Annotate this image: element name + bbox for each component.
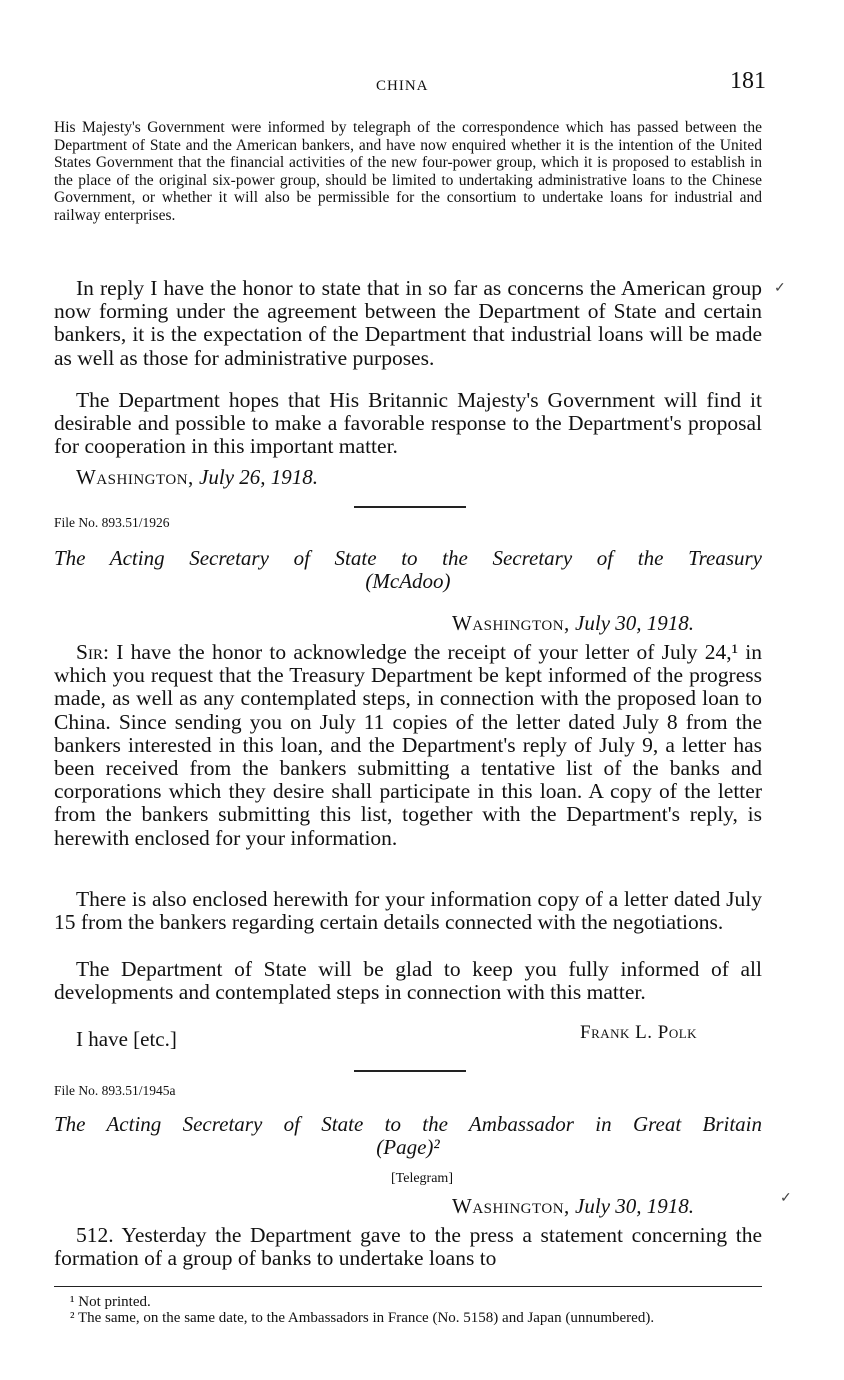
heading-recipient: (Page)² [376, 1135, 440, 1159]
hope-paragraph: The Department hopes that His Britannic Majesty's Government will find it desirable and possible to make a favorable response to the Department's proposal for cooperation in this important matter. [54, 388, 762, 459]
heading-line: The Acting Secretary of State to the Ambassador in Great Britain [54, 1112, 762, 1136]
check-mark-icon: ✓ [780, 1191, 792, 1206]
dateline-3 [452, 1194, 694, 1219]
heading-line: The Acting Secretary of State to the Secretary of the Treasury [54, 546, 762, 570]
signature: Frank L. Polk [580, 1022, 698, 1043]
telegram-label: [Telegram] [391, 1171, 453, 1186]
dateline-place: Washington, [76, 465, 194, 489]
file-number: File No. 893.51/1945a [54, 1083, 176, 1098]
footnote: ¹ Not printed. [70, 1294, 151, 1310]
running-title: CHINA [376, 78, 429, 94]
letter-text: I have the honor to acknowledge the receipt of your letter of July 24,¹ in which you request that the Treasury Department be kept informed of the progress made, as well as any contemplated steps, in connection with the proposed loan to China. Since sending you on July 11 copies of the letter dated July 8 from the bankers interested in this loan, and the Department's reply of July 9, a letter has been received from the bankers submitting a tentative list of the banks and corporations which they desire shall participate in this loan. A copy of the letter from the bankers submitting this list, together with the Department's reply, is herewith enclosed for your information. [54, 640, 762, 850]
closing: I have [etc.] [76, 1027, 177, 1051]
dateline-place: Washington, [452, 1194, 570, 1218]
page-number: 181 [730, 68, 766, 94]
letter-paragraph: There is also enclosed herewith for your information copy of a letter dated July 15 from the bankers regarding certain details connected with the negotiations. [54, 887, 762, 935]
letter-paragraph [54, 641, 762, 850]
section-rule [354, 506, 466, 508]
section-rule [354, 1070, 466, 1072]
document-heading [54, 1113, 762, 1159]
reply-paragraph: In reply I have the honor to state that in so far as concerns the American group now forming under the agreement between the Department of State and certain bankers, it is the expectation of the Department that industrial loans will be made as well as those for administrative purposes. [54, 276, 762, 370]
check-mark-icon: ✓ [774, 281, 786, 296]
dateline-date: July 30, 1918. [575, 611, 695, 635]
footnote-rule [54, 1286, 762, 1287]
letter-paragraph: The Department of State will be glad to keep you fully informed of all developments and contemplated steps in connection with this matter. [54, 957, 762, 1005]
running-head [0, 68, 844, 98]
footnote: ² The same, on the same date, to the Ambassadors in France (No. 5158) and Japan (unnumbered). [70, 1310, 655, 1326]
file-number: File No. 893.51/1926 [54, 515, 170, 530]
document-heading [54, 547, 762, 593]
telegram-paragraph: 512. Yesterday the Department gave to the press a statement concerning the formation of a group of banks to undertake loans to [54, 1223, 762, 1271]
dateline-date: July 26, 1918. [199, 465, 319, 489]
heading-recipient: (McAdoo) [365, 569, 451, 593]
intro-paragraph: His Majesty's Government were informed by telegraph of the correspondence which has passed between the Department of State and the American bankers, and have now enquired whether it is the intention of the United States Government that the financial activities of the new four-power group, which it is proposed to establish in the place of the original six-power group, should be limited to undertaking administrative loans to the Chinese Government, or whether it will also be permissible for the consortium to undertake loans for industrial and railway enterprises. [54, 119, 762, 224]
dateline-place: Washington, [452, 611, 570, 635]
salutation: Sir: [76, 640, 109, 664]
dateline-1 [76, 465, 318, 490]
dateline-date: July 30, 1918. [575, 1194, 695, 1218]
dateline-2 [452, 611, 694, 636]
